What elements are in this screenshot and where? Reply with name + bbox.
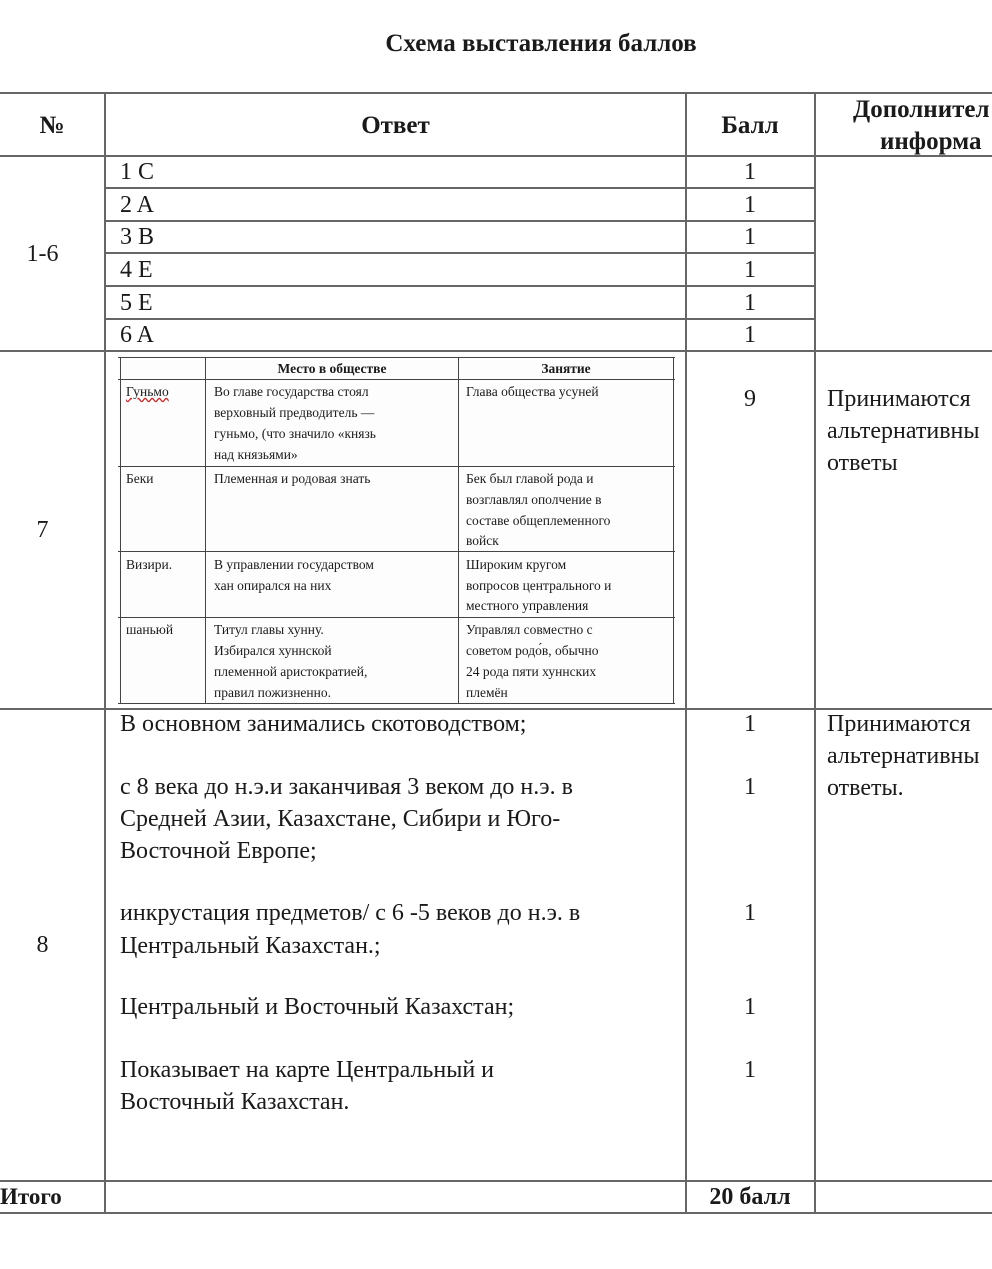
answer-2: 2 A: [120, 192, 155, 218]
row-1-place-line: над князьями»: [214, 447, 298, 462]
row-3-place-line: В управлении государством: [214, 557, 374, 572]
row-3-occupation-line: вопросов центрального и: [466, 578, 612, 593]
col-occupation-header: Занятие: [541, 361, 591, 376]
row-2-occupation-line: составе общеплеменного: [466, 513, 611, 528]
points-3: 1: [744, 224, 756, 250]
header-info-line1: Дополнител: [853, 96, 990, 123]
section-7-info-3: ответы: [827, 450, 898, 476]
row-2-place-line: Племенная и родовая знать: [214, 471, 371, 486]
row-4-place-line: Титул главы хунну.: [214, 622, 324, 637]
col-place-header: Место в обществе: [277, 361, 387, 376]
row-1-place-line: гуньмо, (что значило «князь: [214, 426, 376, 441]
row-1-place-line: Во главе государства стоял: [214, 384, 369, 399]
row-1-place-line: верховный предводитель —: [214, 405, 375, 420]
row-3-place-line: хан опирался на них: [214, 578, 332, 593]
section-1-6-number: 1-6: [26, 241, 59, 267]
row-name-viziri: Визири.: [126, 557, 173, 572]
section-8-points-1: 1: [744, 711, 756, 737]
section-8-answer-line: Восточной Европе;: [120, 838, 317, 864]
row-4-occupation-line: племён: [466, 685, 508, 700]
section-8-number: 8: [36, 932, 49, 958]
section-8-answer-line: Центральный Казахстан.;: [120, 933, 381, 959]
section-7-points: 9: [744, 386, 756, 412]
answer-6: 6 A: [120, 322, 155, 348]
section-8-points-5: 1: [744, 1057, 756, 1083]
row-name-gunmo: Гуньмо: [126, 384, 169, 399]
section-8-answer-line: с 8 века до н.э.и заканчивая 3 веком до н.э. в: [120, 774, 573, 800]
row-4-place-line: правил пожизненно.: [214, 685, 331, 700]
section-8-info-2: альтернативны: [827, 743, 980, 769]
answer-3: 3 B: [120, 224, 155, 250]
row-2-occupation-line: Бек был главой рода и: [466, 471, 594, 486]
total-points: 20 балл: [709, 1184, 791, 1210]
total-label: Итого: [0, 1184, 62, 1209]
row-1-occupation-line: Глава общества усуней: [466, 384, 599, 399]
answer-5: 5 E: [120, 290, 153, 316]
section-8-points-3: 1: [744, 900, 756, 926]
section-8-answer-line: В основном занимались скотоводством;: [120, 711, 527, 737]
points-1: 1: [744, 159, 756, 185]
row-4-place-line: Избирался хуннской: [214, 643, 332, 658]
page-title: Схема выставления баллов: [385, 30, 697, 57]
header-info-line2: информа: [880, 128, 982, 155]
row-name-beki: Беки: [126, 471, 154, 486]
section-8-answer-line: Средней Азии, Казахстане, Сибири и Юго-: [120, 806, 561, 832]
section-8-answer-line: инкрустация предметов/ с 6 -5 веков до н.э. в: [120, 900, 581, 926]
section-8-answer-line: Показывает на карте Центральный и: [120, 1057, 495, 1083]
section-7-number: 7: [36, 517, 49, 543]
answer-4: 4 E: [120, 257, 153, 283]
row-name-shanyui: шаньюй: [126, 622, 174, 637]
row-4-occupation-line: советом родо́в, обычно: [466, 643, 599, 658]
points-5: 1: [744, 290, 756, 316]
header-points: Балл: [721, 112, 779, 139]
row-3-occupation-line: местного управления: [466, 598, 589, 613]
row-2-occupation-line: войск: [466, 533, 499, 548]
section-8-info-1: Принимаются: [827, 711, 971, 737]
section-7-info-1: Принимаются: [827, 386, 971, 412]
row-4-occupation-line: Управлял совместно с: [466, 622, 593, 637]
answer-1: 1 C: [120, 159, 155, 185]
section-8-answer-line: Центральный и Восточный Казахстан;: [120, 994, 515, 1020]
section-8-info-3: ответы.: [827, 775, 904, 801]
points-4: 1: [744, 257, 756, 283]
points-6: 1: [744, 322, 756, 348]
section-8-points-2: 1: [744, 774, 756, 800]
row-2-occupation-line: возглавлял ополчение в: [466, 492, 602, 507]
row-4-occupation-line: 24 рода пяти хуннских: [466, 664, 597, 679]
header-number: №: [39, 112, 65, 139]
row-4-place-line: племенной аристократией,: [214, 664, 368, 679]
row-3-occupation-line: Широким кругом: [466, 557, 567, 572]
points-2: 1: [744, 192, 756, 218]
section-8-answer-line: Восточный Казахстан.: [120, 1089, 350, 1115]
header-answer: Ответ: [361, 112, 430, 139]
section-8-points-4: 1: [744, 994, 756, 1020]
section-7-info-2: альтернативны: [827, 418, 980, 444]
embedded-society-table: [118, 355, 675, 705]
